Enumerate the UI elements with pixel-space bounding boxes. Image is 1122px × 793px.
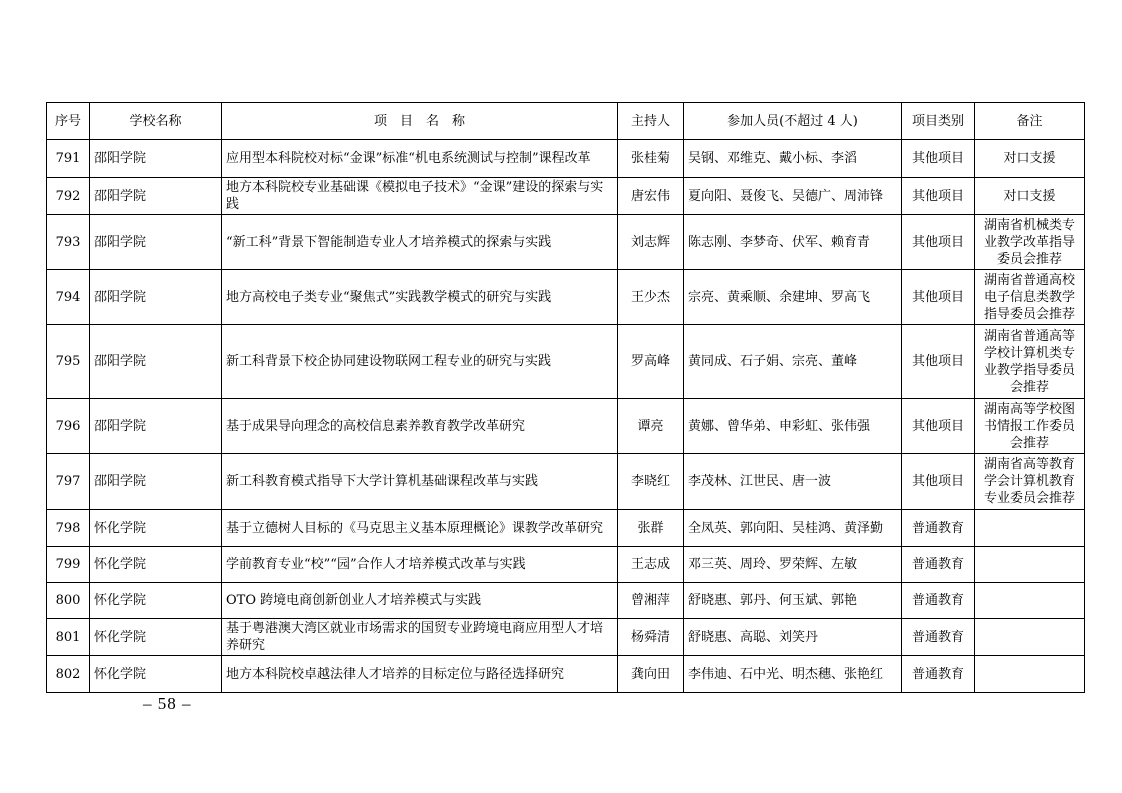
table-header-row <box>47 103 1085 140</box>
table-row <box>47 270 1085 325</box>
cell-no: 800 <box>47 583 90 619</box>
cell-members: 宗亮、黄乘顺、余建坤、罗高飞 <box>684 270 902 325</box>
cell-category: 普通教育 <box>902 583 975 619</box>
cell-remarks <box>975 547 1085 583</box>
cell-remarks <box>975 656 1085 693</box>
table-row <box>47 454 1085 510</box>
cell-remarks: 湖南省普通高校电子信息类教学指导委员会推荐 <box>975 270 1085 325</box>
cell-host: 张桂菊 <box>618 140 684 178</box>
cell-no: 794 <box>47 270 90 325</box>
cell-members: 李伟迪、石中光、明杰穗、张艳红 <box>684 656 902 693</box>
cell-project: 新工科教育模式指导下大学计算机基础课程改革与实践 <box>222 454 618 510</box>
cell-host: 龚向田 <box>618 656 684 693</box>
cell-no: 792 <box>47 178 90 215</box>
cell-school: 邵阳学院 <box>90 399 222 454</box>
cell-host: 李晓红 <box>618 454 684 510</box>
cell-members: 黄同成、石子娟、宗亮、董峰 <box>684 325 902 399</box>
cell-school: 怀化学院 <box>90 619 222 656</box>
cell-school: 怀化学院 <box>90 656 222 693</box>
table-row <box>47 399 1085 454</box>
cell-remarks: 对口支援 <box>975 178 1085 215</box>
header-members: 参加人员(不超过 4 人) <box>684 103 902 140</box>
cell-school: 怀化学院 <box>90 510 222 547</box>
cell-project: “新工科”背景下智能制造专业人才培养模式的探索与实践 <box>222 215 618 270</box>
cell-host: 刘志辉 <box>618 215 684 270</box>
cell-category: 其他项目 <box>902 454 975 510</box>
cell-category: 其他项目 <box>902 270 975 325</box>
cell-host: 杨舜清 <box>618 619 684 656</box>
cell-category: 普通教育 <box>902 619 975 656</box>
cell-school: 怀化学院 <box>90 583 222 619</box>
cell-category: 其他项目 <box>902 325 975 399</box>
cell-no: 797 <box>47 454 90 510</box>
cell-category: 其他项目 <box>902 178 975 215</box>
table-row <box>47 619 1085 656</box>
cell-members: 吴钢、邓维克、戴小标、李滔 <box>684 140 902 178</box>
cell-members: 夏向阳、聂俊飞、吴德广、周沛锋 <box>684 178 902 215</box>
cell-category: 普通教育 <box>902 656 975 693</box>
cell-host: 唐宏伟 <box>618 178 684 215</box>
cell-category: 其他项目 <box>902 215 975 270</box>
cell-remarks: 湖南高等学校图书情报工作委员会推荐 <box>975 399 1085 454</box>
cell-project: 地方本科院校卓越法律人才培养的目标定位与路径选择研究 <box>222 656 618 693</box>
cell-members: 陈志刚、李梦奇、伏军、赖育青 <box>684 215 902 270</box>
cell-host: 曾湘萍 <box>618 583 684 619</box>
header-remarks: 备注 <box>975 103 1085 140</box>
cell-no: 801 <box>47 619 90 656</box>
cell-no: 791 <box>47 140 90 178</box>
cell-host: 罗高峰 <box>618 325 684 399</box>
cell-school: 邵阳学院 <box>90 270 222 325</box>
cell-project: 应用型本科院校对标“金课”标准“机电系统测试与控制”课程改革 <box>222 140 618 178</box>
cell-project: OTO 跨境电商创新创业人才培养模式与实践 <box>222 583 618 619</box>
table-row <box>47 547 1085 583</box>
cell-members: 全凤英、郭向阳、吴桂鸿、黄泽勤 <box>684 510 902 547</box>
cell-remarks: 湖南省普通高等学校计算机类专业教学指导委员会推荐 <box>975 325 1085 399</box>
table-row <box>47 215 1085 270</box>
table-row <box>47 140 1085 178</box>
cell-school: 邵阳学院 <box>90 178 222 215</box>
cell-no: 793 <box>47 215 90 270</box>
cell-members: 李茂林、江世民、唐一波 <box>684 454 902 510</box>
cell-school: 邵阳学院 <box>90 215 222 270</box>
header-no: 序号 <box>47 103 90 140</box>
cell-project: 基于粤港澳大湾区就业市场需求的国贸专业跨境电商应用型人才培养研究 <box>222 619 618 656</box>
cell-no: 796 <box>47 399 90 454</box>
table-row <box>47 583 1085 619</box>
cell-host: 谭亮 <box>618 399 684 454</box>
cell-members: 黄娜、曾华弟、申彩虹、张伟强 <box>684 399 902 454</box>
cell-category: 普通教育 <box>902 547 975 583</box>
cell-members: 邓三英、周玲、罗荣辉、左敏 <box>684 547 902 583</box>
cell-host: 张群 <box>618 510 684 547</box>
cell-no: 799 <box>47 547 90 583</box>
page-number: – 58 – <box>143 694 192 713</box>
cell-school: 邵阳学院 <box>90 140 222 178</box>
cell-category: 其他项目 <box>902 140 975 178</box>
cell-remarks <box>975 510 1085 547</box>
project-table <box>46 102 1085 693</box>
cell-project: 新工科背景下校企协同建设物联网工程专业的研究与实践 <box>222 325 618 399</box>
header-host: 主持人 <box>618 103 684 140</box>
header-school: 学校名称 <box>90 103 222 140</box>
cell-project: 学前教育专业“校”“园”合作人才培养模式改革与实践 <box>222 547 618 583</box>
cell-school: 邵阳学院 <box>90 454 222 510</box>
cell-remarks: 湖南省机械类专业教学改革指导委员会推荐 <box>975 215 1085 270</box>
cell-project: 地方本科院校专业基础课《模拟电子技术》“金课”建设的探索与实践 <box>222 178 618 215</box>
cell-no: 795 <box>47 325 90 399</box>
cell-no: 802 <box>47 656 90 693</box>
cell-project: 地方高校电子类专业“聚焦式”实践教学模式的研究与实践 <box>222 270 618 325</box>
cell-school: 怀化学院 <box>90 547 222 583</box>
table-row <box>47 178 1085 215</box>
cell-members: 舒晓惠、高聪、刘笑丹 <box>684 619 902 656</box>
cell-host: 王少杰 <box>618 270 684 325</box>
cell-remarks <box>975 619 1085 656</box>
cell-remarks <box>975 583 1085 619</box>
cell-host: 王志成 <box>618 547 684 583</box>
cell-remarks: 对口支援 <box>975 140 1085 178</box>
cell-members: 舒晓惠、郭丹、何玉斌、郭艳 <box>684 583 902 619</box>
table-row <box>47 656 1085 693</box>
table-row <box>47 325 1085 399</box>
cell-no: 798 <box>47 510 90 547</box>
header-category: 项目类别 <box>902 103 975 140</box>
cell-remarks: 湖南省高等教育学会计算机教育专业委员会推荐 <box>975 454 1085 510</box>
cell-category: 普通教育 <box>902 510 975 547</box>
table-row <box>47 510 1085 547</box>
cell-project: 基于立德树人目标的《马克思主义基本原理概论》课教学改革研究 <box>222 510 618 547</box>
cell-category: 其他项目 <box>902 399 975 454</box>
cell-school: 邵阳学院 <box>90 325 222 399</box>
cell-project: 基于成果导向理念的高校信息素养教育教学改革研究 <box>222 399 618 454</box>
header-project: 项 目 名 称 <box>222 103 618 140</box>
